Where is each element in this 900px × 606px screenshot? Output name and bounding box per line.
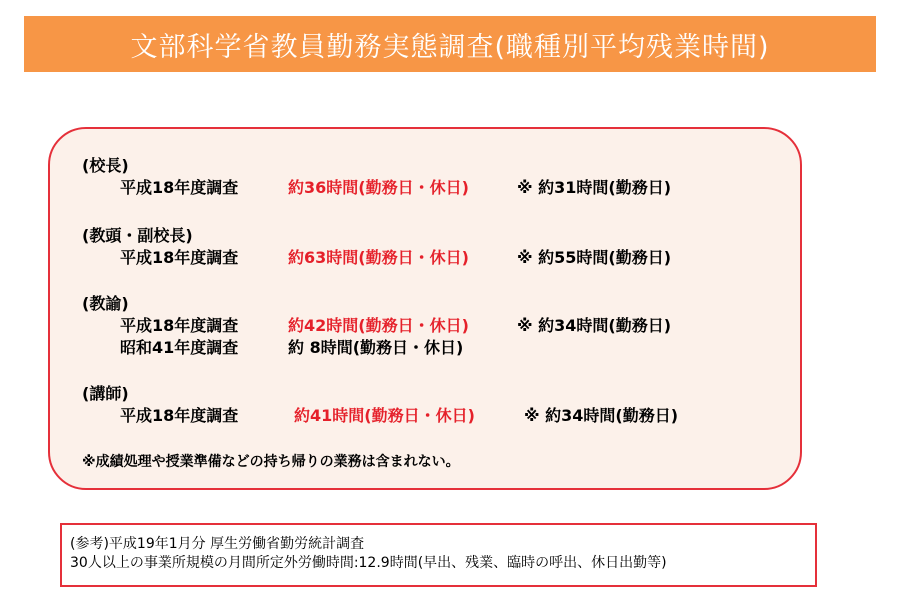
survey-name: 平成18年度調査 xyxy=(120,316,239,335)
workday-note: ※ 約55時間(勤務日) xyxy=(517,248,672,267)
overtime-summary-box xyxy=(48,127,802,490)
survey-name: 平成18年度調査 xyxy=(120,178,239,197)
survey-name: 平成18年度調査 xyxy=(120,406,239,425)
survey-name: 昭和41年度調査 xyxy=(120,338,239,357)
workday-note: ※ 約31時間(勤務日) xyxy=(517,178,672,197)
group-vice-principal xyxy=(82,225,672,269)
workday-note: ※ 約34時間(勤務日) xyxy=(524,406,679,425)
page-title: 文部科学省教員勤務実態調査(職種別平均残業時間) xyxy=(130,31,770,63)
overtime-value: 約36時間(勤務日・休日) xyxy=(288,178,469,197)
survey-row xyxy=(82,177,672,199)
group-principal xyxy=(82,155,672,199)
overtime-value: 約 8時間(勤務日・休日) xyxy=(288,338,464,357)
survey-row xyxy=(82,405,679,427)
group-label: (教頭・副校長) xyxy=(82,226,193,245)
group-label: (校長) xyxy=(82,156,129,175)
group-label: (教諭) xyxy=(82,294,129,313)
group-lecturer xyxy=(82,383,679,427)
workday-note: ※ 約34時間(勤務日) xyxy=(517,316,672,335)
overtime-value: 約41時間(勤務日・休日) xyxy=(294,406,475,425)
group-teacher xyxy=(82,293,672,359)
overtime-value: 約42時間(勤務日・休日) xyxy=(288,316,469,335)
survey-name: 平成18年度調査 xyxy=(120,248,239,267)
footnote: ※成績処理や授業準備などの持ち帰りの業務は含まれない。 xyxy=(82,454,460,470)
survey-row xyxy=(82,337,464,359)
overtime-value: 約63時間(勤務日・休日) xyxy=(288,248,469,267)
survey-row xyxy=(82,247,672,269)
reference-line-1: (参考)平成19年1月分 厚生労働省勤労統計調査 xyxy=(70,536,365,552)
reference-line-2: 30人以上の事業所規模の月間所定外労働時間:12.9時間(早出、残業、臨時の呼出、休日出勤等) xyxy=(70,555,667,571)
title-banner xyxy=(24,16,876,72)
reference-box xyxy=(60,523,817,587)
survey-row xyxy=(82,315,672,337)
group-label: (講師) xyxy=(82,384,129,403)
